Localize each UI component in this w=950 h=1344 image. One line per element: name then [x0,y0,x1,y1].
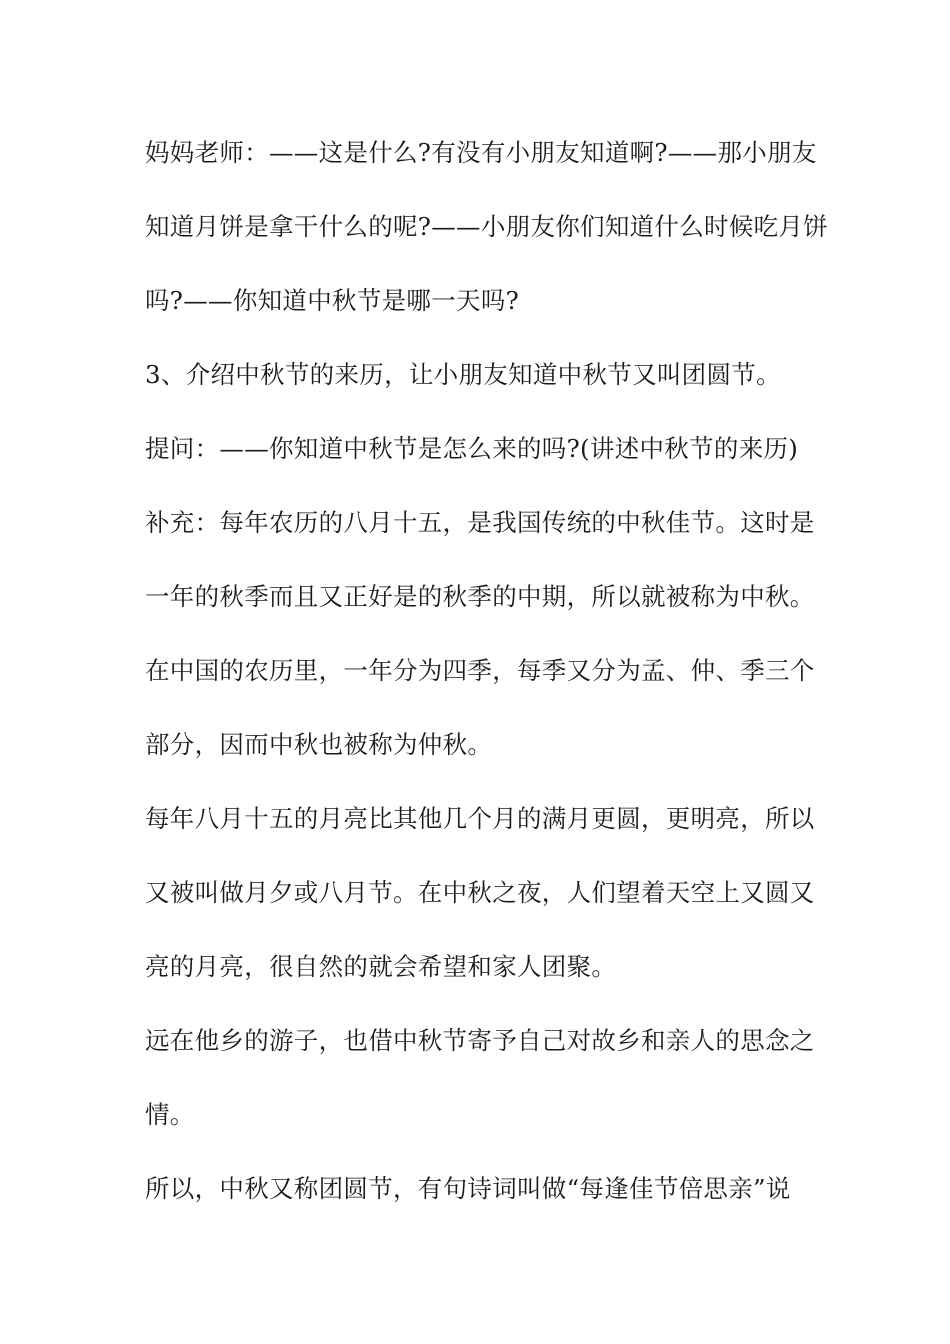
text-line-11: 又被叫做月夕或八月节。在中秋之夜，人们望着天空上又圆又 [145,878,815,907]
text-line-8: 在中国的农历里，一年分为四季，每季又分为孟、仲、季三个 [145,656,815,685]
text-line-1: 妈妈老师：——这是什么?有没有小朋友知道啊?——那小朋友 [145,138,817,167]
text-line-7: 一年的秋季而且又正好是的秋季的中期，所以就被称为中秋。 [145,582,815,611]
text-line-3: 吗?——你知道中秋节是哪一天吗? [145,286,520,315]
text-line-6: 补充：每年农历的八月十五，是我国传统的中秋佳节。这时是 [145,508,815,537]
text-line-9: 部分，因而中秋也被称为仲秋。 [145,730,493,759]
text-line-15: 所以，中秋又称团圆节，有句诗词叫做“每逢佳节倍思亲”说 [145,1174,791,1203]
text-line-14: 情。 [145,1100,195,1129]
text-line-13: 远在他乡的游子，也借中秋节寄予自己对故乡和亲人的思念之 [145,1026,815,1055]
text-line-12: 亮的月亮，很自然的就会希望和家人团聚。 [145,952,617,981]
text-line-5: 提问：——你知道中秋节是怎么来的吗?(讲述中秋节的来历) [145,434,799,463]
text-line-4: 3、介绍中秋节的来历，让小朋友知道中秋节又叫团圆节。 [145,360,781,389]
text-line-10: 每年八月十五的月亮比其他几个月的满月更圆，更明亮，所以 [145,804,815,833]
text-line-2: 知道月饼是拿干什么的呢?——小朋友你们知道什么时候吃月饼 [145,212,829,241]
